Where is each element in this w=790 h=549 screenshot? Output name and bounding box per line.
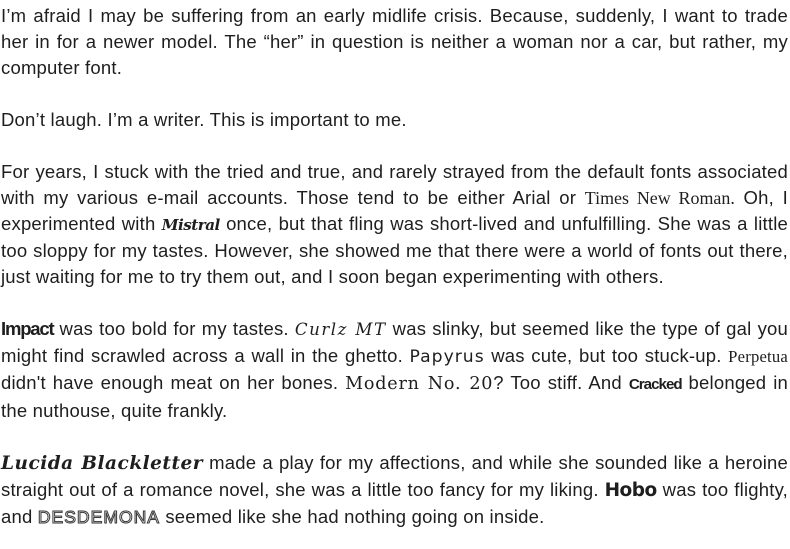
paragraph [1, 159, 788, 290]
text-run: For years, I stuck with the tried and true, and rarely strayed from the default fonts associated with my various e-mail accounts. Those tend to be either Arial or [1, 161, 788, 208]
text-run: was slinky, but seemed like the type of gal you might find scrawled across a wall in the ghetto. [1, 318, 788, 366]
font-sample-curlz-mt: Curlz MT [294, 320, 387, 339]
text-run: ? Too stiff. And [493, 372, 629, 393]
paragraph [1, 3, 788, 81]
text-run: was too bold for my tastes. [53, 318, 295, 339]
text-run: Oh, I experimented with [1, 187, 788, 234]
text-run: belonged in the nuthouse, quite frankly. [1, 372, 788, 421]
paragraph [1, 450, 788, 530]
text-run: once, but that fling was short-lived and unfulfilling. She was a little too sloppy for my tastes. However, she showed me that there were a world of fonts out there, just waiting for me to try them out, and I soon began experimenting with others. [1, 213, 789, 287]
font-sample-desdemona: DESDEMONA [37, 507, 161, 527]
font-sample-hobo: Hobo [604, 480, 657, 501]
paragraph [1, 107, 788, 133]
font-sample-impact: Impact [1, 318, 54, 339]
text-run: was cute, but too stuck-up. [484, 345, 729, 366]
font-sample-times-new-roman: Times New Roman. [584, 188, 735, 208]
paragraph [1, 316, 788, 424]
font-sample-mistral: Mistral [161, 216, 220, 234]
text-run: I’m afraid I may be suffering from an early midlife crisis. Because, suddenly, I want to trade her in for a newer model. The “her” in question is neither a woman nor a car, but rather, my computer font. [1, 5, 788, 78]
text-run: made a play for my affections, and while she sounded like a heroine straight out of a romance novel, she was a little too fancy for my liking. [1, 452, 788, 500]
font-sample-cracked: Cracked [628, 376, 682, 393]
font-sample-lucida-blackletter: Lucida Blackletter [1, 453, 204, 474]
text-run: seemed like she had nothing going on inside. [160, 506, 545, 527]
document-body [1, 3, 788, 530]
text-run: didn't have enough meat on her bones. [1, 372, 346, 393]
text-run: Don’t laugh. I’m a writer. This is important to me. [1, 109, 407, 130]
text-run: was too flighty, and [1, 479, 788, 527]
font-sample-papyrus: Papyrus [409, 347, 485, 367]
font-sample-modern-no-20: Modern No. 20 [345, 374, 494, 394]
font-sample-perpetua: Perpetua [728, 347, 788, 366]
